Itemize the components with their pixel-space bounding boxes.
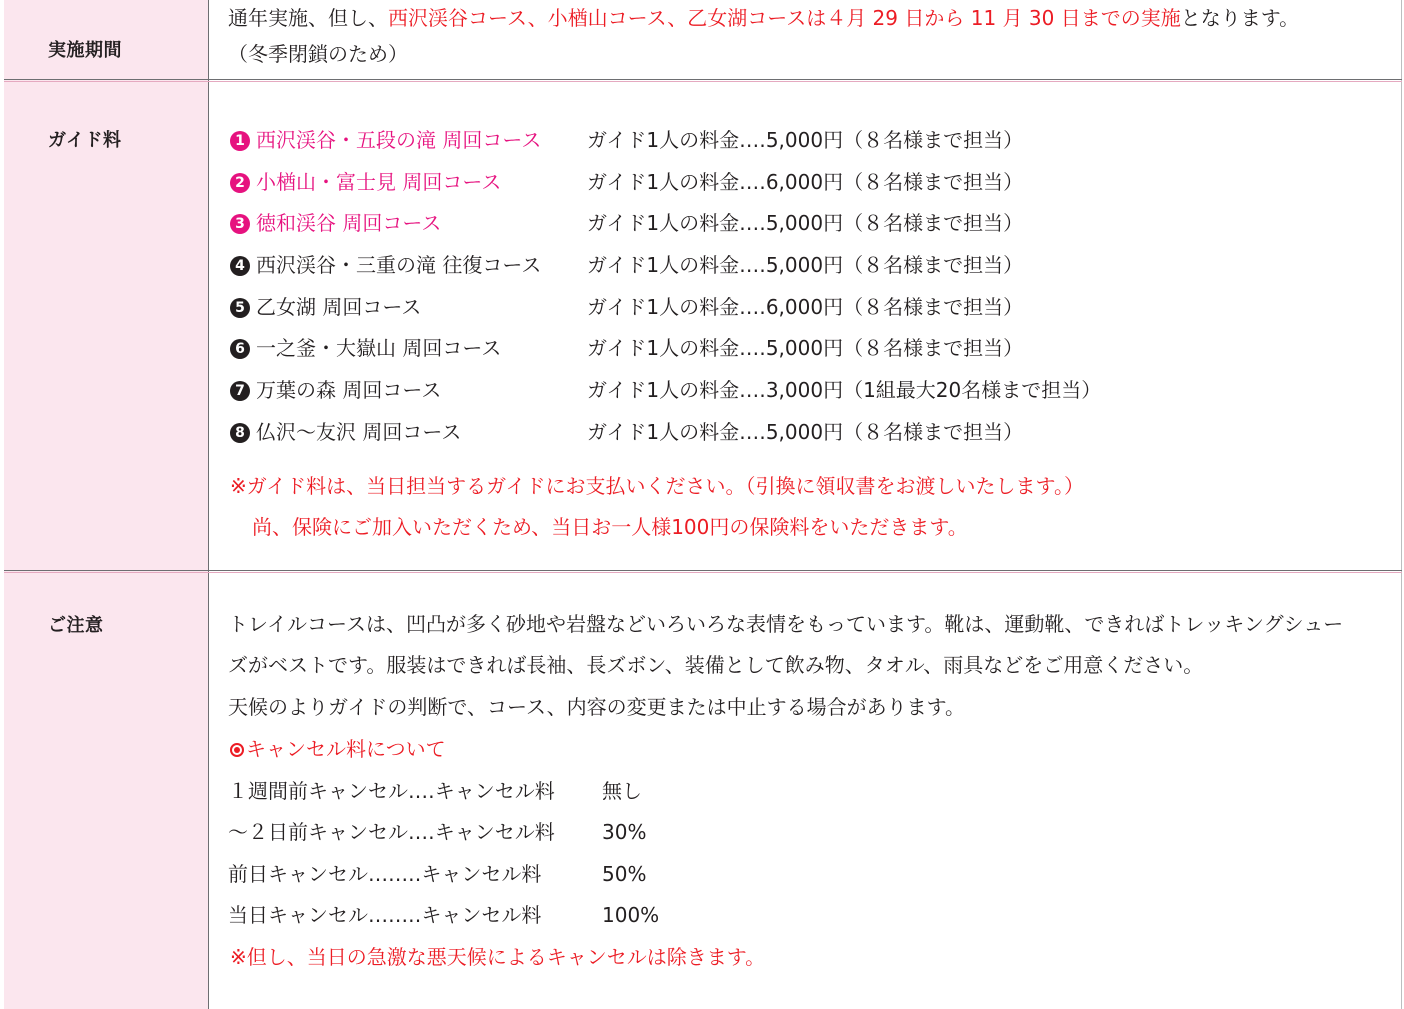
cancel-fee: 100% bbox=[602, 903, 660, 927]
period-line-1 bbox=[228, 5, 1299, 31]
bullet-icon bbox=[230, 743, 244, 757]
course-number-badge: 1 bbox=[230, 131, 250, 151]
course-number-badge: 8 bbox=[230, 423, 250, 443]
caution-paragraph: ズがベストです。服装はできれば長袖、長ズボン、装備として飲み物、タオル、雨具などをご用意ください。 bbox=[228, 653, 1204, 677]
course-row bbox=[230, 251, 1024, 279]
course-name: 小楢山・富士見 周回コース bbox=[256, 170, 502, 194]
cancel-timing: ～２日前キャンセル‥‥キャンセル料 bbox=[228, 820, 555, 844]
cancel-row bbox=[228, 861, 647, 887]
course-fee: ガイド1人の料金‥‥5,000円（８名様まで担当） bbox=[587, 128, 1024, 152]
course-name: 乙女湖 周回コース bbox=[256, 295, 422, 319]
cancel-timing: 前日キャンセル‥‥‥‥キャンセル料 bbox=[228, 862, 542, 886]
course-fee: ガイド1人の料金‥‥5,000円（８名様まで担当） bbox=[587, 211, 1024, 235]
course-name: 仏沢～友沢 周回コース bbox=[256, 420, 462, 444]
period-highlight: 西沢渓谷コース、小楢山コース、乙女湖コースは４月 29 日から 11 月 30 日までの実施 bbox=[388, 6, 1181, 30]
course-fee: ガイド1人の料金‥‥5,000円（８名様まで担当） bbox=[587, 253, 1024, 277]
course-number-badge: 5 bbox=[230, 298, 250, 318]
cancel-heading-text: キャンセル料について bbox=[246, 737, 446, 761]
course-number-badge: 6 bbox=[230, 339, 250, 359]
course-number-badge: 2 bbox=[230, 173, 250, 193]
period-line-2: （冬季閉鎖のため） bbox=[228, 42, 408, 66]
course-fee: ガイド1人の料金‥‥5,000円（８名様まで担当） bbox=[587, 420, 1024, 444]
course-fee: ガイド1人の料金‥‥5,000円（８名様まで担当） bbox=[587, 336, 1024, 360]
caution-paragraph: トレイルコースは、凹凸が多く砂地や岩盤などいろいろな表情をもっています。靴は、運動靴、できればトレッキングシュー bbox=[228, 612, 1344, 636]
course-row bbox=[230, 334, 1024, 362]
row-divider bbox=[4, 81, 1402, 82]
caution-label: ご注意 bbox=[48, 615, 104, 636]
cancel-note: ※但し、当日の急激な悪天候によるキャンセルは除きます。 bbox=[230, 945, 766, 969]
table-right-border bbox=[1401, 0, 1402, 1009]
course-name: 西沢渓谷・五段の滝 周回コース bbox=[256, 128, 542, 152]
cancel-fee: 50% bbox=[602, 862, 647, 886]
course-row bbox=[230, 126, 1024, 154]
course-number-badge: 7 bbox=[230, 381, 250, 401]
row-divider bbox=[4, 570, 1402, 571]
insurance-note: 尚、保険にご加入いただくため、当日お一人様100円の保険料をいただきます。 bbox=[252, 515, 968, 539]
course-number-badge: 3 bbox=[230, 214, 250, 234]
cancel-fee: 無し bbox=[602, 779, 642, 803]
cancel-row bbox=[228, 819, 647, 845]
row-divider bbox=[4, 572, 1402, 573]
cancel-timing: １週間前キャンセル‥‥キャンセル料 bbox=[228, 779, 555, 803]
period-text: となります。 bbox=[1180, 6, 1300, 30]
course-row bbox=[230, 209, 1024, 237]
period-text: 通年実施、但し、 bbox=[228, 6, 388, 30]
course-row bbox=[230, 418, 1024, 446]
course-row bbox=[230, 376, 1102, 404]
period-label: 実施期間 bbox=[48, 40, 122, 61]
course-fee: ガイド1人の料金‥‥6,000円（８名様まで担当） bbox=[587, 170, 1024, 194]
course-row bbox=[230, 168, 1024, 196]
cancel-heading bbox=[230, 736, 446, 762]
course-name: 西沢渓谷・三重の滝 往復コース bbox=[256, 253, 542, 277]
cancel-row bbox=[228, 902, 660, 928]
course-number-badge: 4 bbox=[230, 256, 250, 276]
caution-paragraph: 天候のよりガイドの判断で、コース、内容の変更または中止する場合があります。 bbox=[228, 695, 965, 719]
row-divider bbox=[4, 79, 1402, 80]
course-fee: ガイド1人の料金‥‥6,000円（８名様まで担当） bbox=[587, 295, 1024, 319]
course-name: 万葉の森 周回コース bbox=[256, 378, 442, 402]
guide-fee-note: ※ガイド料は、当日担当するガイドにお支払いください。（引換に領収書をお渡しいたします。） bbox=[230, 474, 1084, 498]
course-fee: ガイド1人の料金‥‥3,000円（1組最大20名様まで担当） bbox=[587, 378, 1102, 402]
cancel-row bbox=[228, 778, 642, 804]
cancel-timing: 当日キャンセル‥‥‥‥キャンセル料 bbox=[228, 903, 542, 927]
course-row bbox=[230, 293, 1024, 321]
course-name: 一之釜・大嶽山 周回コース bbox=[256, 336, 502, 360]
guide-fee-label: ガイド料 bbox=[48, 130, 122, 151]
cancel-fee: 30% bbox=[602, 820, 647, 844]
course-name: 徳和渓谷 周回コース bbox=[256, 211, 442, 235]
